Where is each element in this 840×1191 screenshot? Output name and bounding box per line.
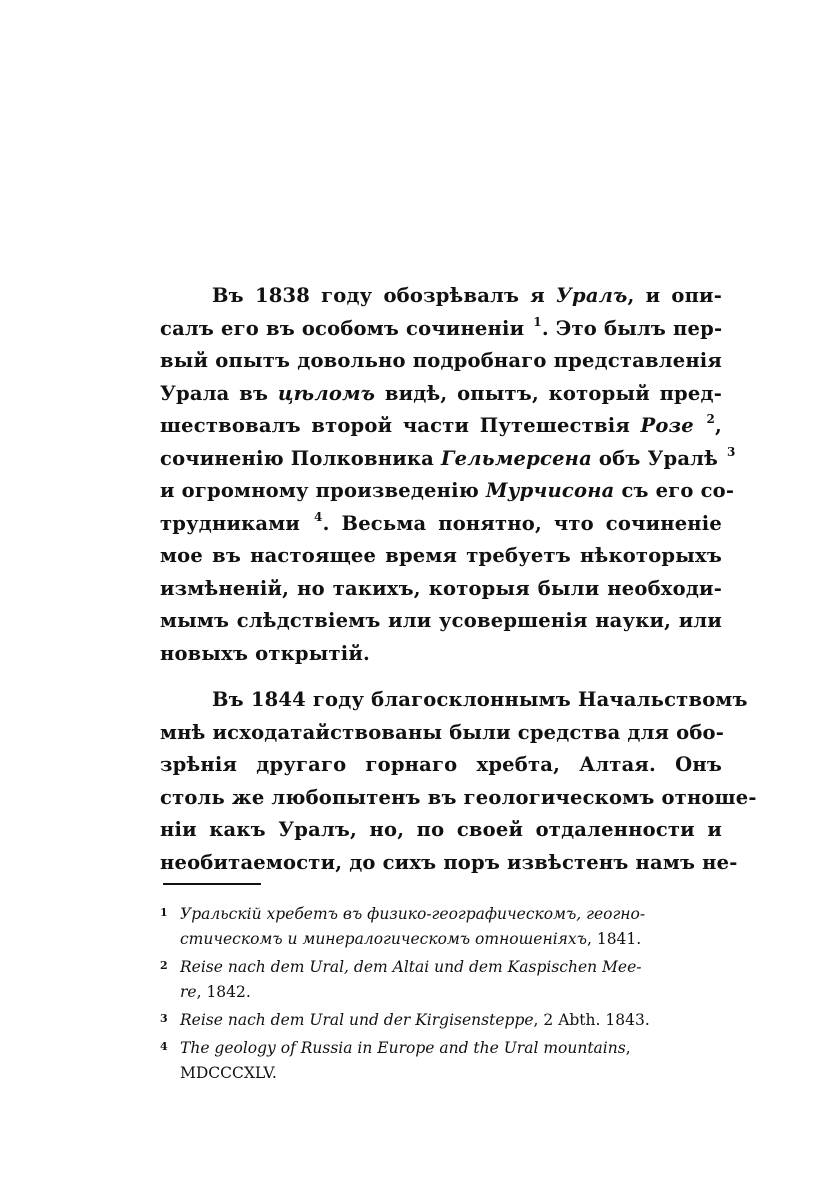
text-run: новыхъ открытій. — [160, 641, 371, 665]
footnote-line — [180, 902, 726, 927]
text-run: , и опи- — [627, 284, 723, 307]
text-line — [160, 605, 722, 638]
italic-run: Розе — [640, 414, 694, 437]
text-run: MDCCCXLV. — [180, 1064, 277, 1082]
text-line — [160, 345, 722, 378]
text-run: , — [715, 414, 722, 437]
footnote-line — [180, 927, 726, 952]
text-run: мнѣ исходатайствованы были средства для обо- — [160, 720, 725, 744]
text-run: . Это былъ пер- — [541, 316, 723, 340]
paragraph — [160, 280, 736, 670]
text-run: столь же любопытенъ въ геологическомъ отноше- — [160, 785, 757, 809]
text-run: мымъ слѣдствіемъ или усовершенія науки, или — [160, 609, 722, 632]
footnote-number: 4 — [160, 1040, 168, 1053]
italic-run: Reise nach dem Ural und der Kirgisensteppe — [180, 1011, 534, 1029]
text-line — [160, 814, 722, 847]
text-run: Урала въ — [160, 381, 278, 405]
footnote-number: 2 — [160, 959, 168, 972]
italic-run: стическомъ и минералогическомъ отношеніяхъ — [180, 930, 587, 948]
text-run — [694, 414, 705, 437]
text-line — [160, 540, 722, 573]
footnotes — [160, 902, 726, 1089]
text-line — [160, 684, 748, 717]
text-run: , 1842. — [196, 983, 251, 1001]
text-line — [160, 638, 722, 671]
text-run: видѣ, опытъ, который пред- — [375, 381, 722, 405]
text-run: съ его со- — [614, 479, 735, 502]
footnote-line — [180, 1061, 726, 1086]
footnote-line — [180, 1008, 726, 1033]
footnote-line — [180, 955, 726, 980]
italic-run: Reise nach dem Ural, dem Altai und dem Kaspischen Mee- — [180, 958, 642, 976]
footnote-separator — [163, 883, 261, 885]
italic-run: Гельмерсена — [441, 446, 592, 470]
text-run: Въ 1838 году обозрѣвалъ я — [212, 284, 556, 307]
footnote-line — [180, 980, 726, 1005]
text-line — [160, 410, 722, 443]
footnote — [160, 1008, 726, 1033]
footnote-ref: 3 — [727, 444, 736, 459]
text-run: шествовалъ второй части Путешествія — [160, 414, 641, 437]
footnote-line — [180, 1036, 726, 1061]
text-line — [160, 443, 736, 476]
main-text — [160, 280, 757, 879]
text-run: вый опытъ довольно подробнаго представленія — [160, 349, 722, 372]
text-run: и огромному произведенію — [160, 479, 486, 502]
text-run: трудниками — [160, 511, 313, 535]
text-line — [160, 475, 735, 508]
text-line — [160, 280, 722, 313]
text-run: салъ его въ особомъ сочиненіи — [160, 316, 532, 340]
text-run: мое въ настоящее время требуетъ нѣкоторыхъ — [160, 544, 722, 567]
text-run: ніи какъ Уралъ, но, по своей отдаленности и — [160, 818, 722, 841]
text-line — [160, 749, 722, 782]
italic-run: Уральскій хребетъ въ физико-географическомъ, геогно- — [180, 905, 646, 923]
footnote-ref: 4 — [314, 509, 323, 524]
italic-run: Мурчисона — [485, 479, 615, 502]
text-run: Въ 1844 году благосклоннымъ Начальствомъ — [212, 688, 748, 711]
footnote-number: 3 — [160, 1012, 168, 1025]
text-run: , 1841. — [586, 930, 642, 948]
footnote-ref: 2 — [706, 412, 715, 426]
text-line — [160, 573, 722, 606]
footnote — [160, 1036, 726, 1086]
text-line — [160, 847, 738, 880]
text-line — [160, 782, 757, 815]
italic-run: The geology of Russia in Europe and the Ural mountains — [180, 1039, 626, 1057]
footnote — [160, 955, 726, 1005]
footnote-number: 1 — [160, 906, 168, 919]
italic-run: цѣломъ — [277, 381, 376, 405]
text-run: , 2 Abth. 1843. — [533, 1011, 650, 1029]
text-run: зрѣнія другаго горнаго хребта, Алтая. Онъ — [160, 753, 722, 776]
text-run: . Весьма понятно, что сочиненіе — [322, 511, 722, 535]
text-run: измѣненій, но такихъ, которыя были необходи- — [160, 576, 722, 600]
footnote-ref: 1 — [533, 314, 542, 329]
text-line — [160, 508, 722, 541]
text-run: объ Уралѣ — [591, 446, 726, 470]
footnote — [160, 902, 726, 952]
text-line — [160, 717, 725, 750]
paragraph — [160, 684, 757, 879]
text-run: необитаемости, до сихъ поръ извѣстенъ намъ не- — [160, 850, 738, 874]
text-run: , — [625, 1039, 631, 1057]
text-line — [160, 378, 722, 411]
italic-run: re — [180, 983, 197, 1001]
italic-run: Уралъ — [555, 284, 628, 307]
text-line — [160, 313, 722, 346]
text-run: сочиненію Полковника — [160, 446, 442, 470]
